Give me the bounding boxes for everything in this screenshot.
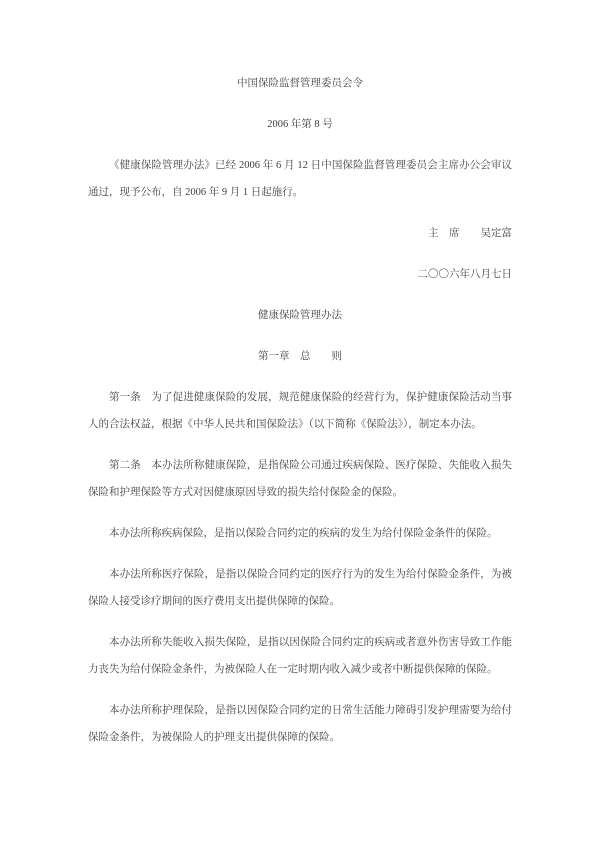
- definition-disability-income-insurance-paragraph: 本办法所称失能收入损失保险，是指以因保险合同约定的疾病或者意外伤害导致工作能力丧失为给付保险金条件，为被保险人在一定时期内收入减少或者中断提供保障的保险。: [88, 637, 512, 675]
- signature-role-name: 主 席 吴定富: [428, 228, 512, 239]
- definition-care-insurance-paragraph: 本办法所称护理保险，是指以因保险合同约定的日常生活能力障碍引发护理需要为给付保险金条件，为被保险人的护理支出提供保障的保险。: [88, 705, 512, 743]
- regulation-title: 健康保险管理办法: [258, 310, 342, 321]
- signature-date: 二〇〇六年八月七日: [417, 269, 512, 280]
- definition-illness-insurance-paragraph: 本办法所称疾病保险，是指以保险合同约定的疾病的发生为给付保险金条件的保险。: [109, 528, 498, 539]
- chapter-heading: 第一章 总 则: [258, 351, 342, 362]
- decree-authority-title: 中国保险监督管理委员会令: [237, 78, 363, 89]
- decree-announcement: 《健康保险管理办法》已经 2006 年 6 月 12 日中国保险监督管理委员会主席办公会审议通过，现予公布，自 2006 年 9 月 1 日起施行。: [88, 160, 512, 198]
- definition-medical-insurance-paragraph: 本办法所称医疗保险，是指以保险合同约定的医疗行为的发生为给付保险金条件，为被保险人接受诊疗期间的医疗费用支出提供保障的保险。: [88, 569, 512, 607]
- article-1-paragraph: 第一条 为了促进健康保险的发展，规范健康保险的经营行为，保护健康保险活动当事人的合法权益，根据《中华人民共和国保险法》（以下简称《保险法》），制定本办法。: [88, 392, 512, 430]
- article-2-paragraph: 第二条 本办法所称健康保险，是指保险公司通过疾病保险、医疗保险、失能收入损失保险和护理保险等方式对因健康原因导致的损失给付保险金的保险。: [88, 460, 512, 498]
- decree-number: 2006 年第 8 号: [267, 119, 333, 130]
